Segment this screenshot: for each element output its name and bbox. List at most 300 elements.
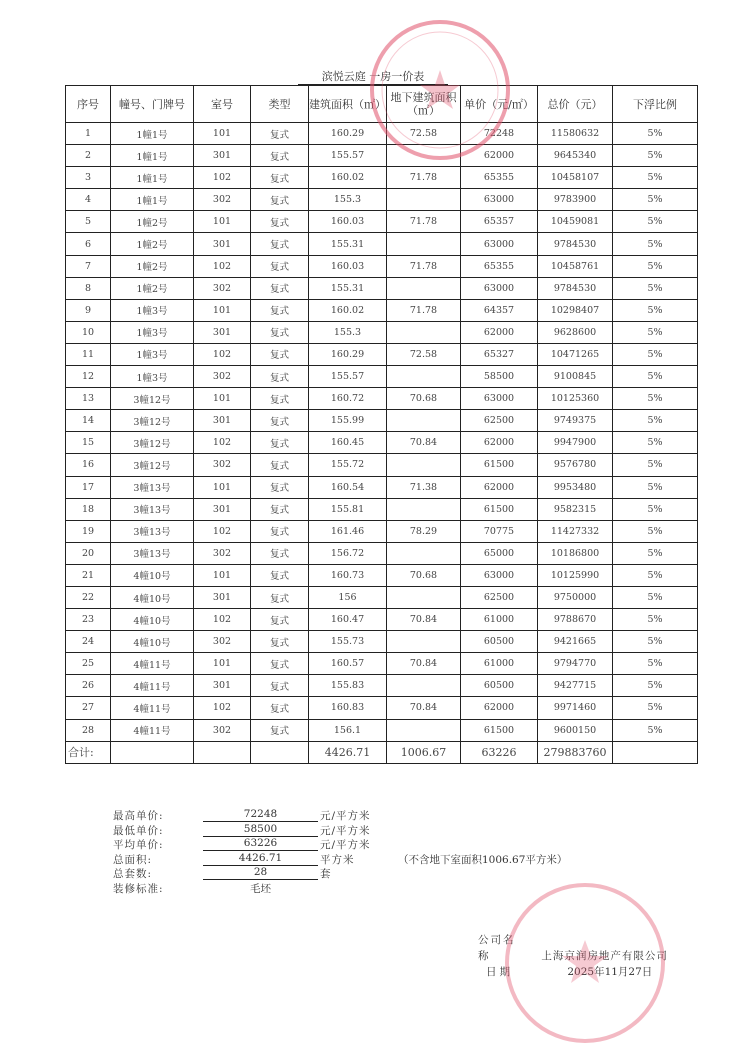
table-row xyxy=(66,454,698,476)
row-room: 101 xyxy=(194,564,251,586)
row-area: 155.57 xyxy=(309,366,387,388)
row-index: 2 xyxy=(66,145,111,167)
summary-value: 63226 xyxy=(203,837,318,851)
row-total-price: 10459081 xyxy=(538,211,613,233)
table-row xyxy=(66,631,698,653)
row-area: 161.46 xyxy=(309,520,387,542)
row-total-price: 10298407 xyxy=(538,299,613,321)
row-discount: 5% xyxy=(613,343,698,365)
table-row xyxy=(66,719,698,741)
row-index: 26 xyxy=(66,675,111,697)
header-underground-area: 地下建筑面积（㎡） xyxy=(387,86,461,123)
row-total-price: 9794770 xyxy=(538,653,613,675)
row-underground-area: 72.58 xyxy=(387,343,461,365)
price-table xyxy=(65,85,698,764)
row-total-price: 9953480 xyxy=(538,476,613,498)
row-index: 11 xyxy=(66,343,111,365)
row-building: 1幢2号 xyxy=(111,211,194,233)
row-type: 复式 xyxy=(251,609,309,631)
row-unit-price: 70775 xyxy=(461,520,538,542)
row-room: 302 xyxy=(194,719,251,741)
row-room: 102 xyxy=(194,609,251,631)
row-building: 3幢13号 xyxy=(111,498,194,520)
row-area: 160.29 xyxy=(309,123,387,145)
row-type: 复式 xyxy=(251,366,309,388)
row-discount: 5% xyxy=(613,211,698,233)
row-room: 102 xyxy=(194,255,251,277)
row-unit-price: 63000 xyxy=(461,564,538,586)
row-unit-price: 63000 xyxy=(461,277,538,299)
date-value: 2025年11月27日 xyxy=(567,966,653,978)
total-label: 合计: xyxy=(66,741,111,763)
row-total-price: 9100845 xyxy=(538,366,613,388)
table-row xyxy=(66,653,698,675)
row-building: 1幢2号 xyxy=(111,277,194,299)
row-area: 160.57 xyxy=(309,653,387,675)
row-total-price: 9600150 xyxy=(538,719,613,741)
summary-label: 总面积: xyxy=(113,853,153,866)
row-building: 3幢13号 xyxy=(111,520,194,542)
row-total-price: 9582315 xyxy=(538,498,613,520)
row-index: 14 xyxy=(66,410,111,432)
row-underground-area xyxy=(387,454,461,476)
row-room: 301 xyxy=(194,498,251,520)
row-type: 复式 xyxy=(251,520,309,542)
row-discount: 5% xyxy=(613,233,698,255)
row-discount: 5% xyxy=(613,321,698,343)
table-row xyxy=(66,542,698,564)
row-discount: 5% xyxy=(613,299,698,321)
table-row xyxy=(66,697,698,719)
row-type: 复式 xyxy=(251,697,309,719)
row-area: 155.99 xyxy=(309,410,387,432)
row-total-price: 10458107 xyxy=(538,167,613,189)
row-type: 复式 xyxy=(251,454,309,476)
row-area: 155.57 xyxy=(309,145,387,167)
row-area: 160.47 xyxy=(309,609,387,631)
row-discount: 5% xyxy=(613,542,698,564)
total-empty xyxy=(613,741,698,763)
row-underground-area: 72.58 xyxy=(387,123,461,145)
summary-value: 28 xyxy=(203,866,318,880)
row-area: 160.45 xyxy=(309,432,387,454)
header-total-price: 总价（元） xyxy=(538,86,613,123)
row-underground-area: 70.84 xyxy=(387,432,461,454)
row-total-price: 10186800 xyxy=(538,542,613,564)
row-underground-area xyxy=(387,189,461,211)
row-building: 3幢12号 xyxy=(111,410,194,432)
row-type: 复式 xyxy=(251,321,309,343)
row-area: 155.81 xyxy=(309,498,387,520)
summary-value: 58500 xyxy=(203,823,318,837)
row-index: 17 xyxy=(66,476,111,498)
row-discount: 5% xyxy=(613,277,698,299)
row-underground-area: 71.78 xyxy=(387,299,461,321)
row-index: 25 xyxy=(66,653,111,675)
row-room: 101 xyxy=(194,299,251,321)
row-index: 3 xyxy=(66,167,111,189)
row-underground-area xyxy=(387,586,461,608)
row-area: 160.73 xyxy=(309,564,387,586)
row-unit-price: 63000 xyxy=(461,388,538,410)
row-total-price: 9788670 xyxy=(538,609,613,631)
row-total-price: 9784530 xyxy=(538,277,613,299)
row-discount: 5% xyxy=(613,520,698,542)
row-area: 160.02 xyxy=(309,299,387,321)
table-row xyxy=(66,520,698,542)
table-row xyxy=(66,321,698,343)
row-building: 4幢11号 xyxy=(111,675,194,697)
header-building: 幢号、门牌号 xyxy=(111,86,194,123)
row-room: 101 xyxy=(194,123,251,145)
row-discount: 5% xyxy=(613,719,698,741)
table-row xyxy=(66,366,698,388)
row-room: 301 xyxy=(194,321,251,343)
row-building: 1幢1号 xyxy=(111,189,194,211)
row-discount: 5% xyxy=(613,564,698,586)
row-discount: 5% xyxy=(613,388,698,410)
row-underground-area xyxy=(387,321,461,343)
row-unit-price: 72248 xyxy=(461,123,538,145)
row-type: 复式 xyxy=(251,388,309,410)
summary-label: 最低单价: xyxy=(113,824,164,837)
row-room: 302 xyxy=(194,454,251,476)
row-total-price: 9421665 xyxy=(538,631,613,653)
company-row xyxy=(478,932,668,964)
row-underground-area xyxy=(387,675,461,697)
row-type: 复式 xyxy=(251,343,309,365)
summary-value: 72248 xyxy=(203,808,318,822)
row-building: 3幢12号 xyxy=(111,432,194,454)
row-discount: 5% xyxy=(613,653,698,675)
row-unit-price: 60500 xyxy=(461,675,538,697)
row-unit-price: 61000 xyxy=(461,653,538,675)
row-total-price: 10125360 xyxy=(538,388,613,410)
row-underground-area: 71.78 xyxy=(387,167,461,189)
total-underground-area: 1006.67 xyxy=(387,741,461,763)
row-index: 21 xyxy=(66,564,111,586)
row-area: 160.72 xyxy=(309,388,387,410)
total-empty xyxy=(251,741,309,763)
row-discount: 5% xyxy=(613,454,698,476)
row-room: 301 xyxy=(194,145,251,167)
total-unit-price: 63226 xyxy=(461,741,538,763)
table-row xyxy=(66,123,698,145)
row-unit-price: 65357 xyxy=(461,211,538,233)
row-room: 102 xyxy=(194,343,251,365)
row-area: 155.31 xyxy=(309,233,387,255)
row-underground-area xyxy=(387,277,461,299)
summary-value: 4426.71 xyxy=(203,852,318,866)
row-total-price: 9784530 xyxy=(538,233,613,255)
row-type: 复式 xyxy=(251,211,309,233)
row-unit-price: 64357 xyxy=(461,299,538,321)
row-room: 301 xyxy=(194,675,251,697)
row-unit-price: 62000 xyxy=(461,697,538,719)
row-room: 101 xyxy=(194,388,251,410)
row-index: 23 xyxy=(66,609,111,631)
row-type: 复式 xyxy=(251,189,309,211)
row-discount: 5% xyxy=(613,586,698,608)
row-type: 复式 xyxy=(251,586,309,608)
row-room: 102 xyxy=(194,167,251,189)
row-total-price: 9783900 xyxy=(538,189,613,211)
row-unit-price: 58500 xyxy=(461,366,538,388)
row-total-price: 9628600 xyxy=(538,321,613,343)
total-row xyxy=(66,741,698,763)
row-building: 4幢10号 xyxy=(111,586,194,608)
row-underground-area: 70.84 xyxy=(387,609,461,631)
row-type: 复式 xyxy=(251,145,309,167)
row-building: 1幢3号 xyxy=(111,321,194,343)
row-total-price: 9749375 xyxy=(538,410,613,432)
row-underground-area xyxy=(387,145,461,167)
row-room: 102 xyxy=(194,432,251,454)
row-underground-area: 71.78 xyxy=(387,211,461,233)
total-empty xyxy=(194,741,251,763)
footer xyxy=(478,932,668,980)
row-underground-area xyxy=(387,631,461,653)
row-unit-price: 60500 xyxy=(461,631,538,653)
table-row xyxy=(66,167,698,189)
summary-unit: 元/平方米 xyxy=(320,839,371,851)
row-building: 4幢11号 xyxy=(111,697,194,719)
row-type: 复式 xyxy=(251,233,309,255)
row-building: 4幢10号 xyxy=(111,564,194,586)
row-area: 156 xyxy=(309,586,387,608)
row-building: 1幢2号 xyxy=(111,255,194,277)
table-row xyxy=(66,675,698,697)
summary-unit: 元/平方米 xyxy=(320,824,371,837)
row-unit-price: 62000 xyxy=(461,321,538,343)
row-discount: 5% xyxy=(613,189,698,211)
row-type: 复式 xyxy=(251,675,309,697)
row-discount: 5% xyxy=(613,697,698,719)
row-room: 302 xyxy=(194,631,251,653)
row-area: 155.31 xyxy=(309,277,387,299)
row-type: 复式 xyxy=(251,542,309,564)
row-index: 16 xyxy=(66,454,111,476)
row-type: 复式 xyxy=(251,498,309,520)
row-index: 8 xyxy=(66,277,111,299)
row-index: 19 xyxy=(66,520,111,542)
row-index: 12 xyxy=(66,366,111,388)
row-index: 10 xyxy=(66,321,111,343)
row-total-price: 9750000 xyxy=(538,586,613,608)
row-type: 复式 xyxy=(251,123,309,145)
row-discount: 5% xyxy=(613,255,698,277)
row-room: 302 xyxy=(194,366,251,388)
row-index: 6 xyxy=(66,233,111,255)
row-room: 301 xyxy=(194,233,251,255)
summary-label: 装修标准: xyxy=(113,882,164,895)
row-building: 1幢1号 xyxy=(111,167,194,189)
header-index: 序号 xyxy=(66,86,111,123)
row-room: 302 xyxy=(194,277,251,299)
header-discount: 下浮比例 xyxy=(613,86,698,123)
row-underground-area xyxy=(387,366,461,388)
row-discount: 5% xyxy=(613,609,698,631)
company-name: 上海京润房地产有限公司 xyxy=(541,950,668,962)
row-total-price: 10125990 xyxy=(538,564,613,586)
row-index: 4 xyxy=(66,189,111,211)
row-underground-area xyxy=(387,233,461,255)
table-row xyxy=(66,388,698,410)
row-area: 155.3 xyxy=(309,321,387,343)
table-row xyxy=(66,145,698,167)
row-total-price: 9645340 xyxy=(538,145,613,167)
row-unit-price: 61500 xyxy=(461,498,538,520)
row-unit-price: 65355 xyxy=(461,167,538,189)
row-discount: 5% xyxy=(613,167,698,189)
row-type: 复式 xyxy=(251,631,309,653)
row-type: 复式 xyxy=(251,653,309,675)
table-row xyxy=(66,211,698,233)
row-index: 20 xyxy=(66,542,111,564)
date-label: 日期 xyxy=(486,966,513,978)
row-unit-price: 61500 xyxy=(461,719,538,741)
row-discount: 5% xyxy=(613,432,698,454)
summary-label: 总套数: xyxy=(113,868,153,880)
row-underground-area: 78.29 xyxy=(387,520,461,542)
row-type: 复式 xyxy=(251,255,309,277)
row-underground-area: 70.84 xyxy=(387,697,461,719)
table-header-row xyxy=(66,86,698,123)
row-underground-area xyxy=(387,410,461,432)
row-area: 160.03 xyxy=(309,255,387,277)
row-index: 5 xyxy=(66,211,111,233)
header-room: 室号 xyxy=(194,86,251,123)
date-row xyxy=(478,964,668,980)
table-row xyxy=(66,498,698,520)
row-index: 13 xyxy=(66,388,111,410)
row-type: 复式 xyxy=(251,564,309,586)
row-building: 1幢3号 xyxy=(111,366,194,388)
row-building: 3幢12号 xyxy=(111,388,194,410)
row-index: 27 xyxy=(66,697,111,719)
row-underground-area: 70.84 xyxy=(387,653,461,675)
table-row xyxy=(66,255,698,277)
row-total-price: 10471265 xyxy=(538,343,613,365)
summary-unit: 元/平方米 xyxy=(320,810,371,822)
row-index: 1 xyxy=(66,123,111,145)
row-unit-price: 62000 xyxy=(461,476,538,498)
row-area: 155.72 xyxy=(309,454,387,476)
row-room: 101 xyxy=(194,476,251,498)
summary-unit: 套 xyxy=(320,868,332,880)
row-unit-price: 65355 xyxy=(461,255,538,277)
summary-unit: 平方米 xyxy=(320,853,355,866)
row-room: 101 xyxy=(194,211,251,233)
row-room: 102 xyxy=(194,697,251,719)
row-index: 18 xyxy=(66,498,111,520)
row-unit-price: 62000 xyxy=(461,145,538,167)
row-unit-price: 65327 xyxy=(461,343,538,365)
row-building: 1幢1号 xyxy=(111,145,194,167)
row-room: 302 xyxy=(194,189,251,211)
row-unit-price: 61500 xyxy=(461,454,538,476)
row-building: 1幢1号 xyxy=(111,123,194,145)
table-row xyxy=(66,299,698,321)
row-discount: 5% xyxy=(613,498,698,520)
row-type: 复式 xyxy=(251,476,309,498)
row-room: 101 xyxy=(194,653,251,675)
row-area: 156.72 xyxy=(309,542,387,564)
table-row xyxy=(66,609,698,631)
row-type: 复式 xyxy=(251,410,309,432)
row-building: 4幢10号 xyxy=(111,631,194,653)
total-area: 4426.71 xyxy=(309,741,387,763)
total-price: 279883760 xyxy=(538,741,613,763)
header-unit-price: 单价（元/㎡） xyxy=(461,86,538,123)
row-type: 复式 xyxy=(251,299,309,321)
summary-label: 最高单价: xyxy=(113,810,164,822)
row-building: 3幢12号 xyxy=(111,454,194,476)
table-row xyxy=(66,343,698,365)
row-area: 155.73 xyxy=(309,631,387,653)
summary-note: （不含地下室面积1006.67平方米） xyxy=(398,853,568,866)
row-discount: 5% xyxy=(613,123,698,145)
row-unit-price: 62500 xyxy=(461,586,538,608)
table-row xyxy=(66,564,698,586)
row-type: 复式 xyxy=(251,432,309,454)
row-building: 4幢11号 xyxy=(111,653,194,675)
row-underground-area xyxy=(387,542,461,564)
row-area: 156.1 xyxy=(309,719,387,741)
row-index: 15 xyxy=(66,432,111,454)
summary-label: 平均单价: xyxy=(113,839,164,851)
header-area: 建筑面积（㎡） xyxy=(309,86,387,123)
row-unit-price: 63000 xyxy=(461,233,538,255)
row-area: 160.02 xyxy=(309,167,387,189)
row-index: 28 xyxy=(66,719,111,741)
table-row xyxy=(66,189,698,211)
row-unit-price: 65000 xyxy=(461,542,538,564)
row-unit-price: 62000 xyxy=(461,432,538,454)
row-total-price: 9576780 xyxy=(538,454,613,476)
row-area: 155.83 xyxy=(309,675,387,697)
row-discount: 5% xyxy=(613,410,698,432)
row-type: 复式 xyxy=(251,277,309,299)
row-discount: 5% xyxy=(613,145,698,167)
row-type: 复式 xyxy=(251,719,309,741)
summary-value: 毛坯 xyxy=(250,882,271,895)
row-building: 1幢2号 xyxy=(111,233,194,255)
total-empty xyxy=(111,741,194,763)
row-underground-area: 70.68 xyxy=(387,564,461,586)
table-row xyxy=(66,233,698,255)
row-building: 1幢3号 xyxy=(111,343,194,365)
row-area: 155.3 xyxy=(309,189,387,211)
row-unit-price: 61000 xyxy=(461,609,538,631)
row-total-price: 10458761 xyxy=(538,255,613,277)
row-total-price: 11427332 xyxy=(538,520,613,542)
row-discount: 5% xyxy=(613,675,698,697)
row-room: 302 xyxy=(194,542,251,564)
row-total-price: 9947900 xyxy=(538,432,613,454)
row-building: 4幢10号 xyxy=(111,609,194,631)
row-discount: 5% xyxy=(613,476,698,498)
document-title: 滨悦云庭 一房一价表 xyxy=(298,70,448,85)
company-label: 公司名称 xyxy=(478,934,516,962)
table-row xyxy=(66,277,698,299)
row-area: 160.29 xyxy=(309,343,387,365)
row-underground-area: 71.38 xyxy=(387,476,461,498)
row-unit-price: 63000 xyxy=(461,189,538,211)
row-type: 复式 xyxy=(251,167,309,189)
row-building: 4幢11号 xyxy=(111,719,194,741)
table-row xyxy=(66,586,698,608)
